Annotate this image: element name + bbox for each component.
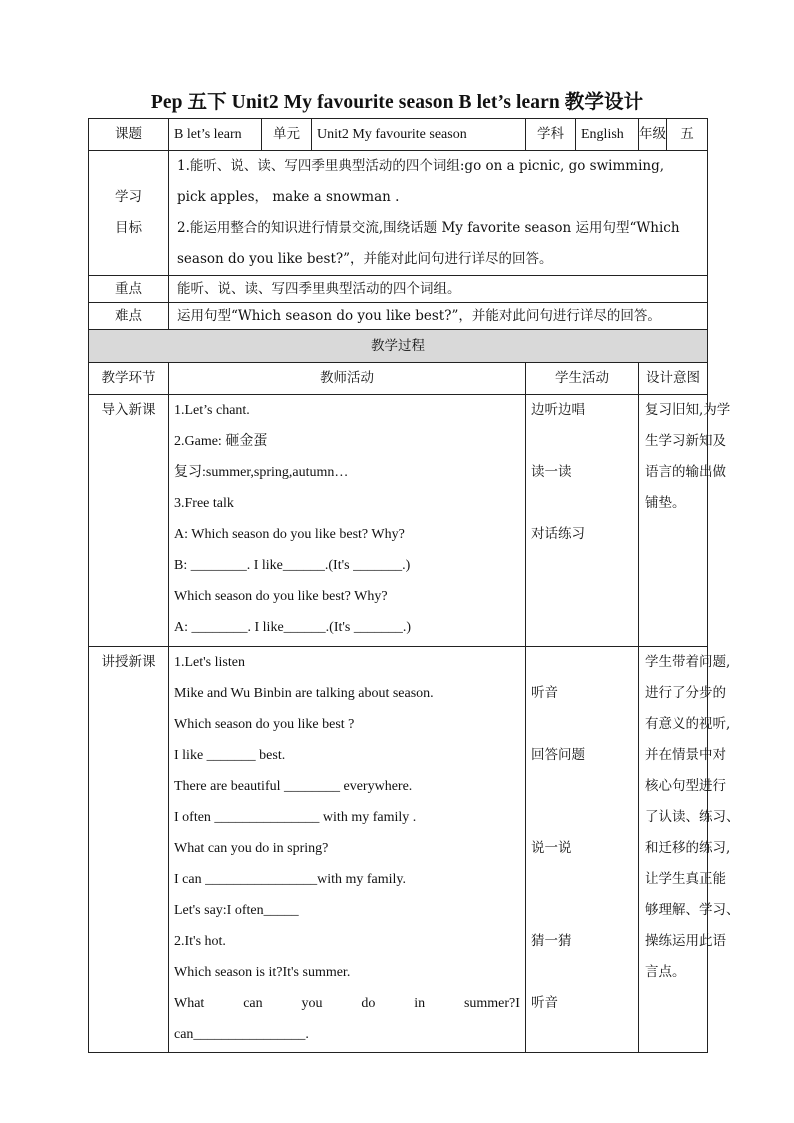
teacher-line: Which season do you like best? Why? — [174, 589, 388, 604]
student-line — [531, 709, 633, 740]
goals-line: 1.能听、说、读、写四季里典型活动的四个词组:go on a picnic, go swimming, — [177, 158, 665, 174]
design-line: 够理解、学习、 — [645, 902, 740, 918]
goals-line: pick apples， make a snowman . — [177, 189, 400, 205]
student-line — [531, 488, 633, 519]
design-line: 并在情景中对 — [645, 747, 726, 763]
design-line: 复习旧知,为学 — [645, 402, 731, 418]
design-line: 铺垫。 — [645, 495, 686, 511]
student-line — [531, 957, 633, 988]
goals-line: season do you like best?”，并能对此问句进行详尽的回答。 — [177, 251, 553, 267]
teacher-line: Which season do you like best ? — [174, 717, 355, 732]
subject-label: 学科 — [526, 119, 576, 151]
section1-student — [526, 395, 639, 647]
teacher-line: Let's say:I often_____ — [174, 903, 299, 918]
design-line: 了认读、练习、 — [645, 809, 740, 825]
word: do — [361, 996, 376, 1011]
grade-value: 五 — [667, 119, 708, 151]
word: can — [243, 996, 263, 1011]
process-header-row — [89, 330, 708, 363]
student-line — [531, 895, 633, 926]
teacher-line: Which season is it?It's summer. — [174, 965, 351, 980]
design-line: 语言的输出做 — [645, 464, 726, 480]
student-line: 边听边唱 — [531, 402, 585, 418]
col-stage: 教学环节 — [89, 363, 169, 395]
design-line: 进行了分步的 — [645, 685, 726, 701]
difficulty-row — [89, 303, 708, 330]
teacher-line: There are beautiful ________ everywhere. — [174, 779, 413, 794]
key-point-label: 重点 — [89, 276, 169, 303]
word: in — [414, 996, 426, 1011]
section2-row — [89, 647, 708, 1053]
col-student: 学生活动 — [526, 363, 639, 395]
student-line — [531, 426, 633, 457]
teacher-line: What can you do in spring? — [174, 841, 329, 856]
student-line: 猜一猜 — [531, 933, 572, 949]
teacher-line: 2.It's hot. — [174, 934, 226, 949]
design-line: 学生带着问题, — [645, 654, 731, 670]
teacher-line: can________________. — [174, 1027, 309, 1042]
design-line: 和迁移的练习, — [645, 840, 731, 856]
unit-label: 单元 — [262, 119, 312, 151]
section2-design — [639, 647, 740, 1053]
difficulty-value: 运用句型“Which season do you like best?”，并能对此问句进行详尽的回答。 — [169, 303, 708, 330]
key-point-row — [89, 276, 708, 303]
teacher-line: 2.Game: 砸金蛋 — [174, 434, 268, 449]
teacher-line: Mike and Wu Binbin are talking about season. — [174, 686, 434, 701]
goals-label-line2: 目标 — [115, 220, 142, 236]
section1-row — [89, 395, 708, 647]
page-title: Pep 五下 Unit2 My favourite season B let’s learn 教学设计 — [150, 92, 644, 113]
word: What — [174, 996, 205, 1011]
section1-teacher — [169, 395, 526, 647]
teacher-line: I often _______________ with my family . — [174, 810, 417, 825]
teacher-line: B: ________. I like______.(It's _______.) — [174, 558, 411, 573]
student-line — [531, 802, 633, 833]
topic-value: B let’s learn — [169, 119, 262, 151]
lesson-plan-table — [88, 118, 740, 1053]
grade-label: 年级 — [639, 119, 667, 151]
teacher-justified-line — [174, 988, 520, 1019]
section2-teacher — [169, 647, 526, 1053]
teacher-line: A: ________. I like______.(It's _______.) — [174, 620, 412, 635]
student-line: 说一说 — [531, 840, 572, 856]
student-line — [531, 864, 633, 895]
section2-student — [526, 647, 639, 1053]
teacher-line: 1.Let's listen — [174, 655, 245, 670]
word: you — [301, 996, 323, 1011]
student-line: 读一读 — [531, 464, 572, 480]
design-line: 操练运用此语 — [645, 933, 726, 949]
info-row — [89, 119, 708, 151]
col-teacher: 教师活动 — [169, 363, 526, 395]
goals-label — [89, 151, 169, 276]
student-line: 听音 — [531, 995, 558, 1011]
col-design: 设计意图 — [639, 363, 708, 395]
section2-stage: 讲授新课 — [89, 647, 169, 1053]
unit-value: Unit2 My favourite season — [312, 119, 526, 151]
teacher-line: 1.Let’s chant. — [174, 403, 250, 418]
student-line — [531, 771, 633, 802]
design-line: 有意义的视听, — [645, 716, 731, 732]
goals-label-line1: 学习 — [115, 189, 142, 205]
design-line: 言点。 — [645, 964, 686, 980]
section1-stage: 导入新课 — [89, 395, 169, 647]
column-header-row — [89, 363, 708, 395]
word: summer?I — [463, 996, 520, 1011]
teacher-line: 3.Free talk — [174, 496, 234, 511]
student-line: 听音 — [531, 685, 558, 701]
design-line: 核心句型进行 — [645, 778, 726, 794]
goals-content — [169, 151, 708, 276]
design-line: 让学生真正能 — [645, 871, 726, 887]
process-header: 教学过程 — [89, 330, 708, 363]
goals-row — [89, 151, 708, 276]
student-line: 对话练习 — [531, 526, 585, 542]
design-line: 生学习新知及 — [645, 433, 726, 449]
key-point-value: 能听、说、读、写四季里典型活动的四个词组。 — [169, 276, 708, 303]
topic-label: 课题 — [89, 119, 169, 151]
difficulty-label: 难点 — [89, 303, 169, 330]
subject-value: English — [576, 119, 639, 151]
teacher-line: 复习:summer,spring,autumn… — [174, 465, 349, 480]
goals-line: 2.能运用整合的知识进行情景交流,围绕话题 My favorite season 运用句型“Which — [177, 220, 680, 236]
teacher-line: I can ________________with my family. — [174, 872, 407, 887]
teacher-line: A: Which season do you like best? Why? — [174, 527, 405, 542]
student-line — [531, 647, 633, 678]
section1-design — [639, 395, 731, 647]
teacher-line: I like _______ best. — [174, 748, 286, 763]
student-line: 回答问题 — [531, 747, 585, 763]
